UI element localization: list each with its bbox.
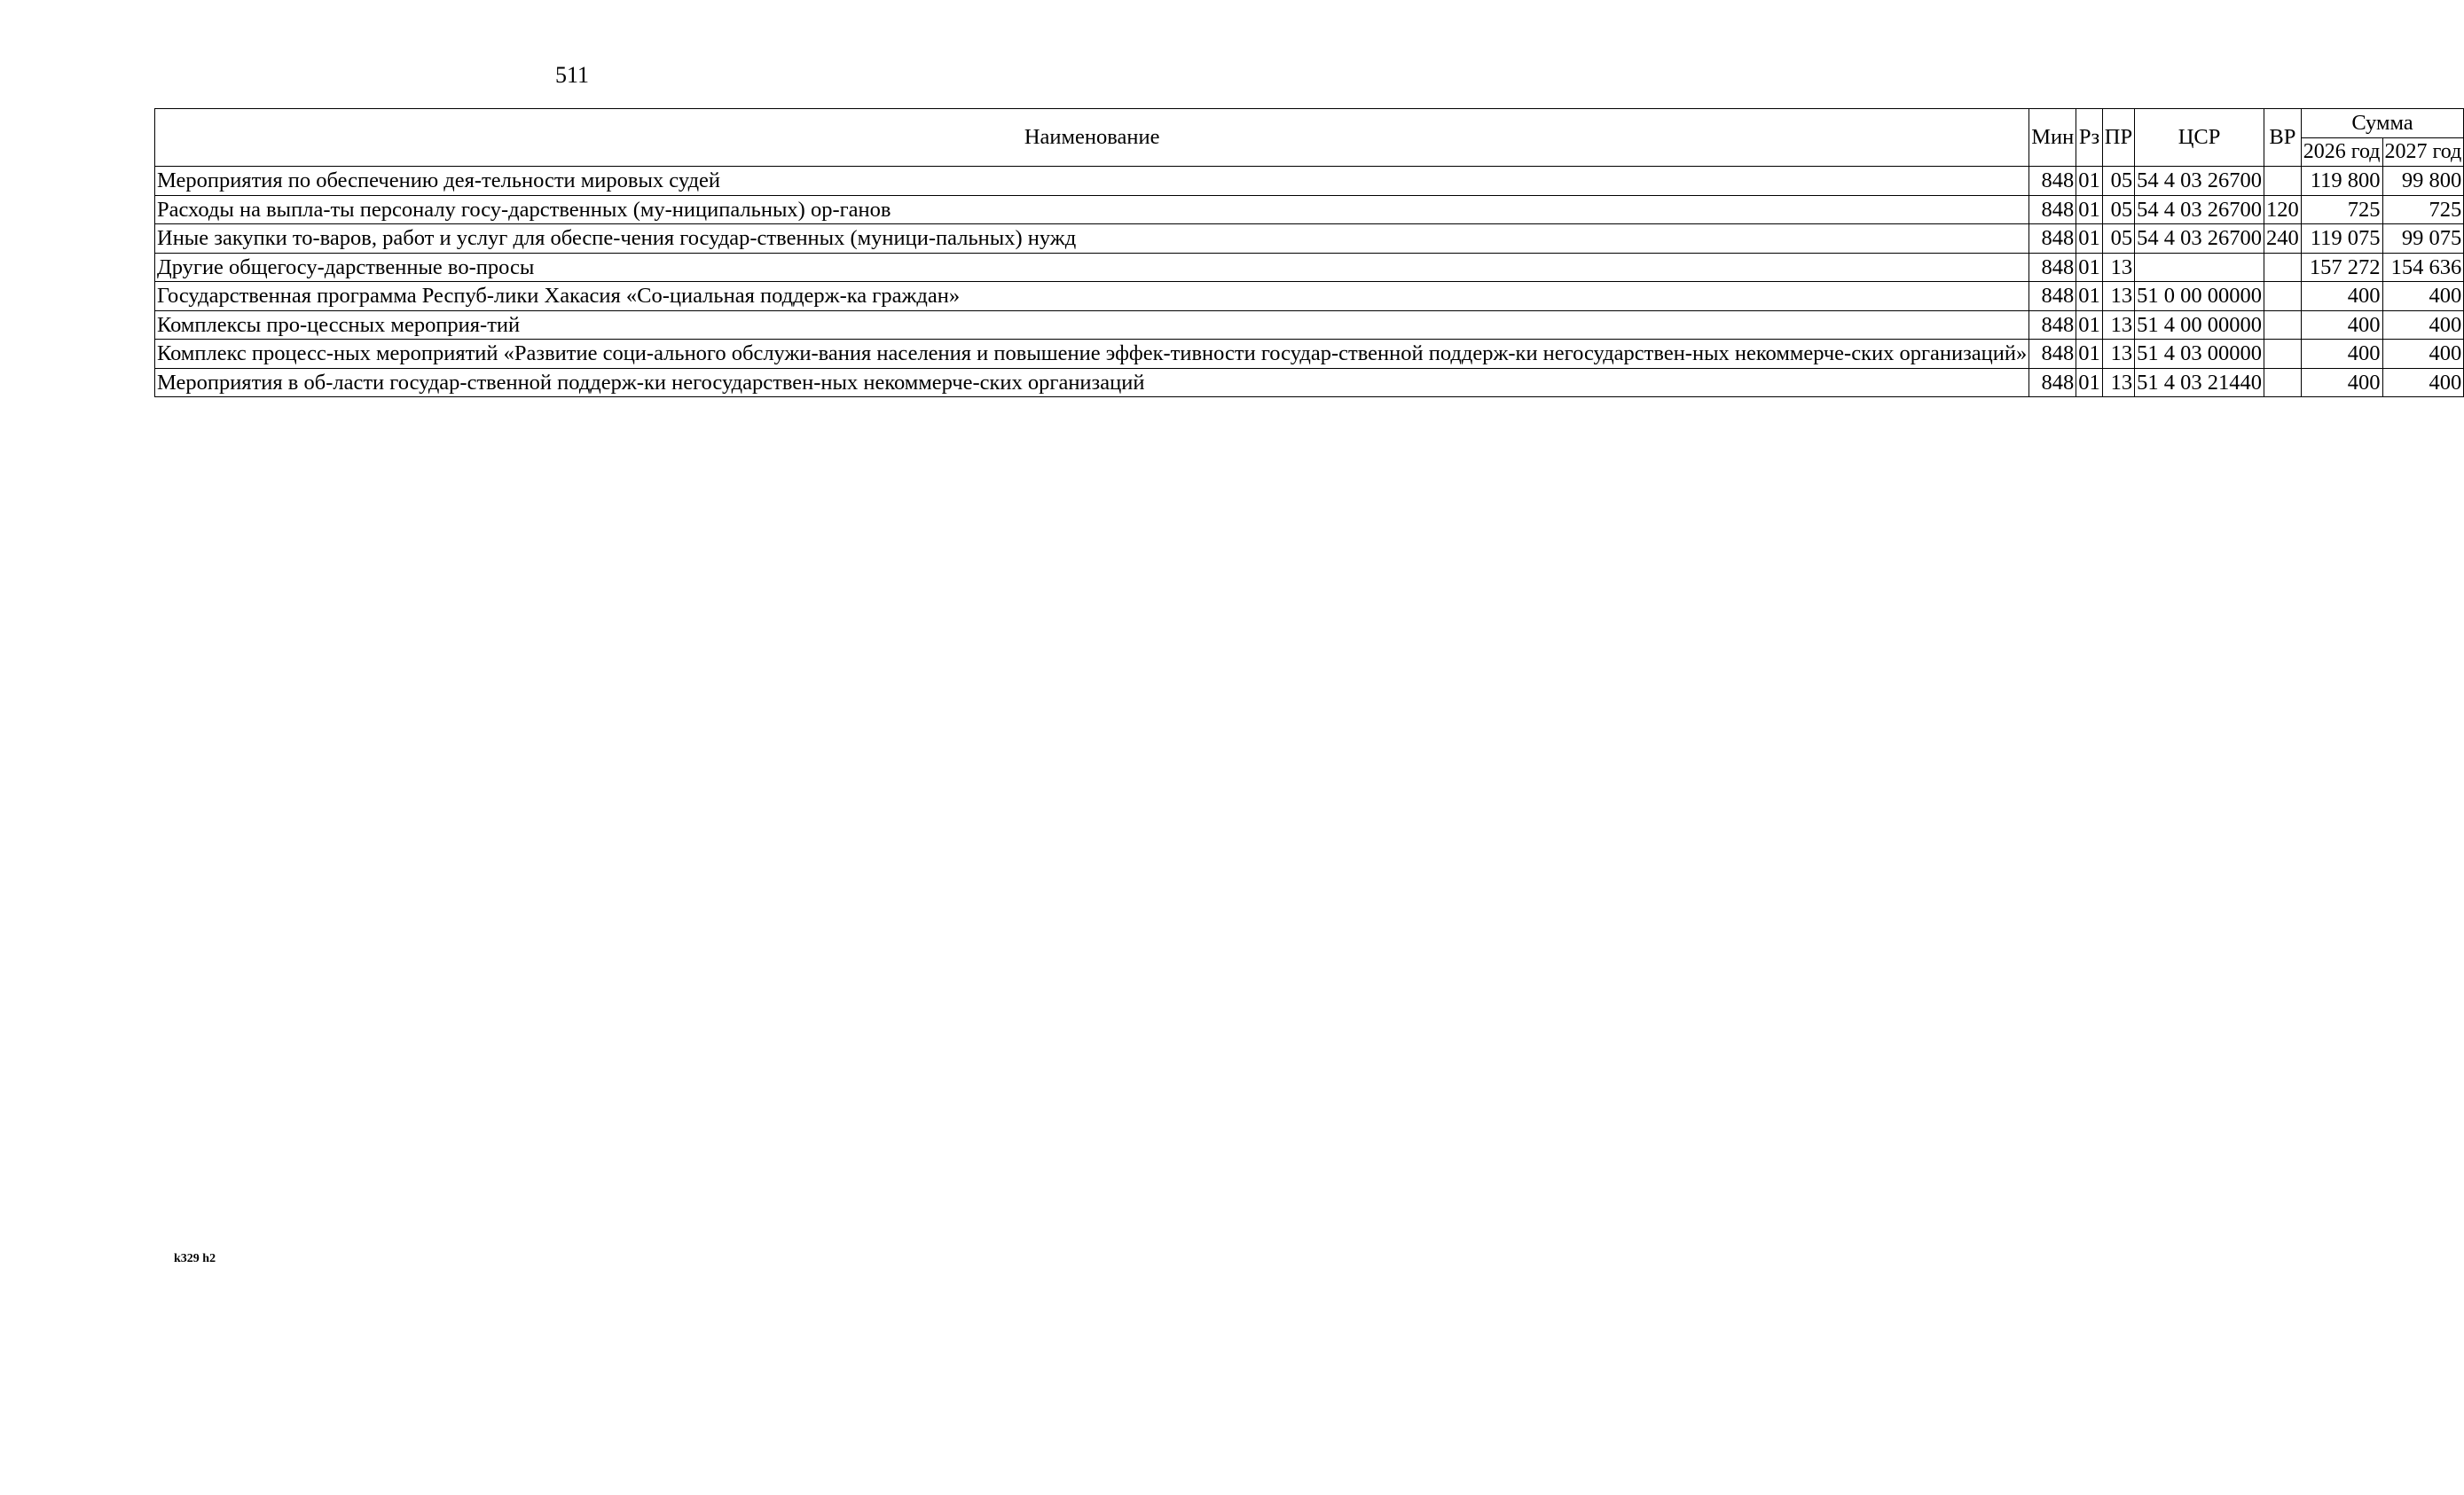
header-csr: ЦСР xyxy=(2135,109,2264,167)
row-vr xyxy=(2264,340,2301,369)
row-min: 848 xyxy=(2029,195,2076,224)
row-pr: 13 xyxy=(2102,368,2134,397)
row-csr: 54 4 03 26700 xyxy=(2135,195,2264,224)
row-sum-2026: 725 xyxy=(2301,195,2382,224)
table-row xyxy=(155,167,2464,196)
table-row xyxy=(155,195,2464,224)
row-rz: 01 xyxy=(2076,340,2103,369)
row-min: 848 xyxy=(2029,310,2076,340)
row-pr: 05 xyxy=(2102,195,2134,224)
table-header-row xyxy=(155,109,2464,138)
row-min: 848 xyxy=(2029,224,2076,254)
table-row xyxy=(155,340,2464,369)
row-sum-2026: 400 xyxy=(2301,368,2382,397)
row-rz: 01 xyxy=(2076,224,2103,254)
row-name: Расходы на выпла-ты персоналу госу-дарственных (му-ниципальных) ор-ганов xyxy=(155,195,2029,224)
row-sum-2027: 400 xyxy=(2382,282,2464,311)
row-vr: 120 xyxy=(2264,195,2301,224)
row-csr: 51 4 03 21440 xyxy=(2135,368,2264,397)
header-min: Мин xyxy=(2029,109,2076,167)
table-body xyxy=(155,167,2464,397)
row-vr: 240 xyxy=(2264,224,2301,254)
budget-table xyxy=(154,108,2464,397)
row-name: Иные закупки то-варов, работ и услуг для обеспе-чения государ-ственных (муници-пальных) нужд xyxy=(155,224,2029,254)
table-row xyxy=(155,224,2464,254)
row-pr: 05 xyxy=(2102,224,2134,254)
row-name: Комплекс процесс-ных мероприятий «Развитие соци-ального обслужи-вания населения и повышение эффек-тивности государ-ственной поддерж-ки негосударствен-ных некоммерче-ских организаций» xyxy=(155,340,2029,369)
row-rz: 01 xyxy=(2076,167,2103,196)
footer-code: k329 h2 xyxy=(174,1252,216,1265)
row-csr: 51 4 03 00000 xyxy=(2135,340,2264,369)
row-vr xyxy=(2264,253,2301,282)
row-sum-2027: 725 xyxy=(2382,195,2464,224)
row-sum-2026: 400 xyxy=(2301,310,2382,340)
page-number: 511 xyxy=(554,62,590,88)
row-sum-2026: 119 800 xyxy=(2301,167,2382,196)
row-name: Государственная программа Респуб-лики Хакасия «Со-циальная поддерж-ка граждан» xyxy=(155,282,2029,311)
table-row xyxy=(155,310,2464,340)
row-sum-2026: 400 xyxy=(2301,340,2382,369)
row-rz: 01 xyxy=(2076,195,2103,224)
row-rz: 01 xyxy=(2076,282,2103,311)
row-min: 848 xyxy=(2029,253,2076,282)
row-sum-2027: 99 800 xyxy=(2382,167,2464,196)
row-min: 848 xyxy=(2029,340,2076,369)
row-sum-2027: 400 xyxy=(2382,340,2464,369)
row-name: Мероприятия по обеспечению дея-тельности мировых судей xyxy=(155,167,2029,196)
row-sum-2026: 400 xyxy=(2301,282,2382,311)
row-vr xyxy=(2264,368,2301,397)
row-rz: 01 xyxy=(2076,368,2103,397)
row-rz: 01 xyxy=(2076,253,2103,282)
header-rz: Рз xyxy=(2076,109,2103,167)
row-vr xyxy=(2264,167,2301,196)
header-vr: ВР xyxy=(2264,109,2301,167)
table-row xyxy=(155,368,2464,397)
row-csr: 54 4 03 26700 xyxy=(2135,167,2264,196)
row-sum-2027: 400 xyxy=(2382,310,2464,340)
table-row xyxy=(155,282,2464,311)
row-min: 848 xyxy=(2029,282,2076,311)
row-csr: 51 4 00 00000 xyxy=(2135,310,2264,340)
row-pr: 05 xyxy=(2102,167,2134,196)
row-pr: 13 xyxy=(2102,340,2134,369)
row-rz: 01 xyxy=(2076,310,2103,340)
row-sum-2027: 99 075 xyxy=(2382,224,2464,254)
row-name: Другие общегосу-дарственные во-просы xyxy=(155,253,2029,282)
row-min: 848 xyxy=(2029,167,2076,196)
row-pr: 13 xyxy=(2102,253,2134,282)
row-csr: 54 4 03 26700 xyxy=(2135,224,2264,254)
header-sum: Сумма xyxy=(2301,109,2464,138)
row-csr xyxy=(2135,253,2264,282)
table-row xyxy=(155,253,2464,282)
row-sum-2026: 119 075 xyxy=(2301,224,2382,254)
row-name: Комплексы про-цессных мероприя-тий xyxy=(155,310,2029,340)
row-sum-2027: 400 xyxy=(2382,368,2464,397)
row-name: Мероприятия в об-ласти государ-ственной поддерж-ки негосударствен-ных некоммерче-ских организаций xyxy=(155,368,2029,397)
row-min: 848 xyxy=(2029,368,2076,397)
header-year-2027: 2027 год xyxy=(2382,137,2464,167)
row-sum-2026: 157 272 xyxy=(2301,253,2382,282)
row-sum-2027: 154 636 xyxy=(2382,253,2464,282)
header-pr: ПР xyxy=(2102,109,2134,167)
row-vr xyxy=(2264,282,2301,311)
row-pr: 13 xyxy=(2102,282,2134,311)
row-csr: 51 0 00 00000 xyxy=(2135,282,2264,311)
row-vr xyxy=(2264,310,2301,340)
header-name: Наименование xyxy=(155,109,2029,167)
header-year-2026: 2026 год xyxy=(2301,137,2382,167)
row-pr: 13 xyxy=(2102,310,2134,340)
